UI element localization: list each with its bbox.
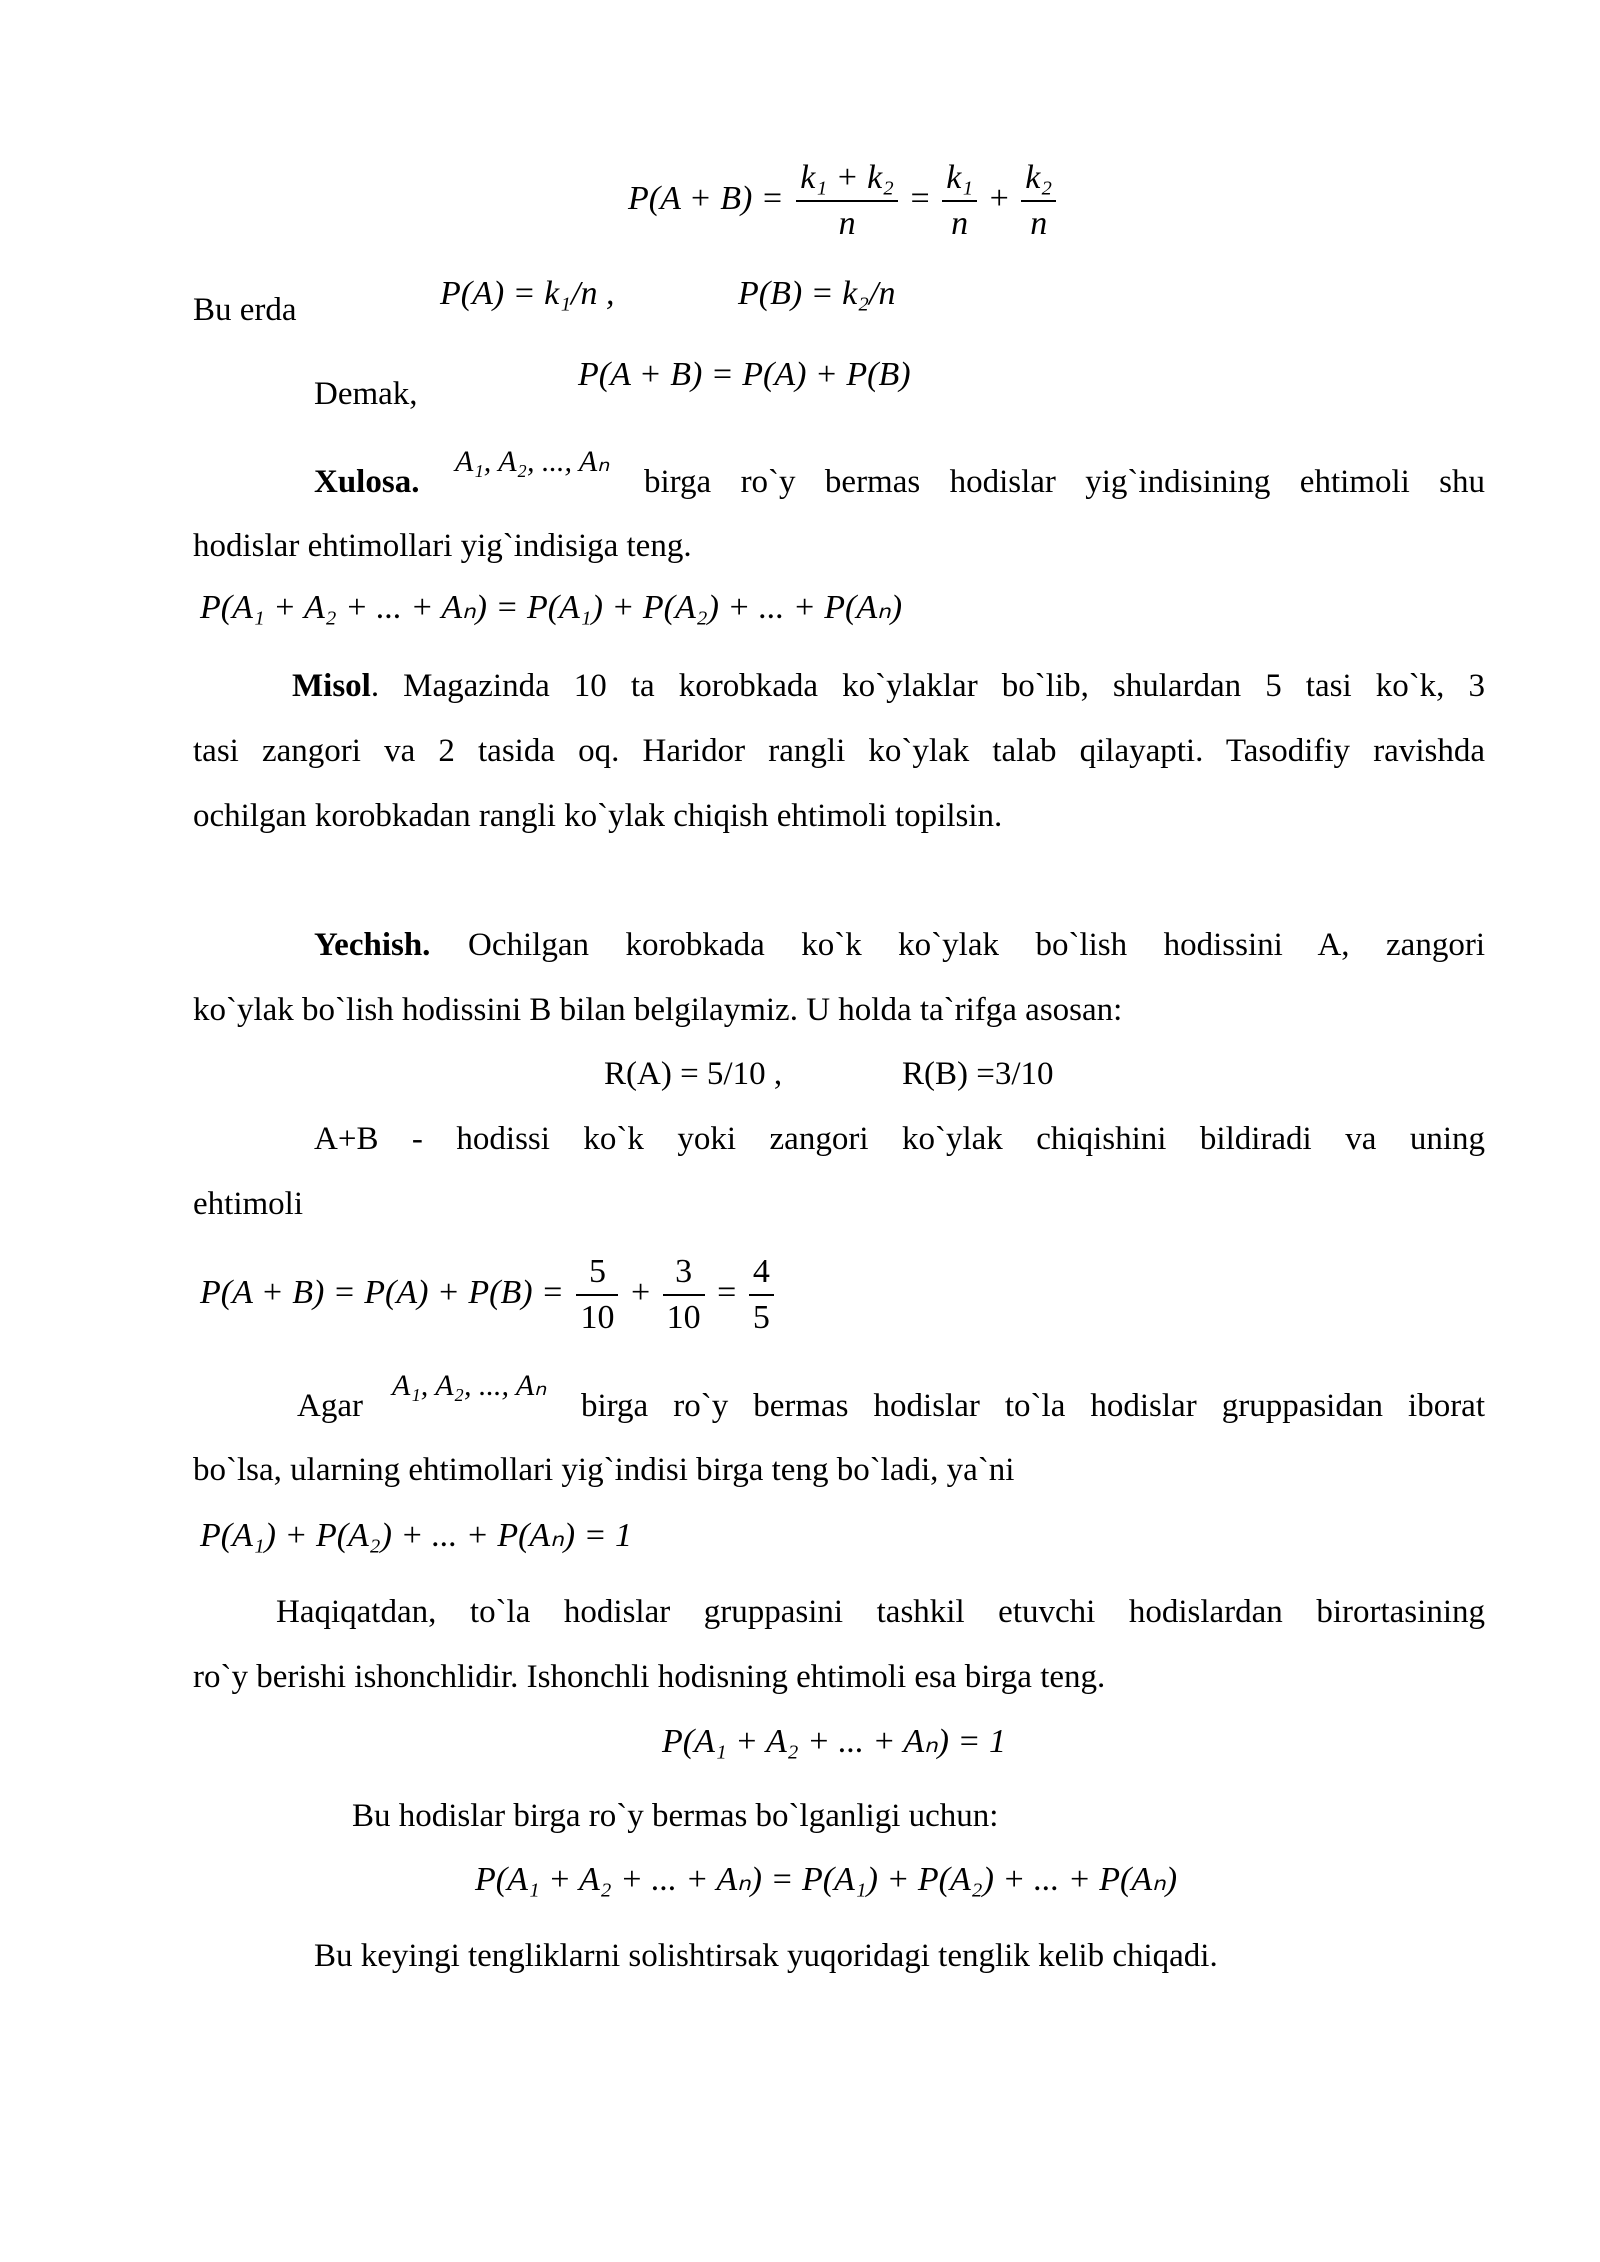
fraction-4-over-5: $\frac{4}{5}$	[749, 1250, 774, 1340]
formula-demak: P(A + B) = P(A) + P(B)	[578, 356, 911, 393]
xulosa-line-2: hodislar ehtimollari yig`indisiga teng.	[193, 528, 692, 564]
formula-sum-one: P(A₁) + P(A₂) + ... + P(Aₙ) = 1	[200, 1517, 633, 1554]
misol-line-3: ochilgan korobkadan rangli ko`ylak chiqish ehtimoli topilsin.	[193, 798, 1003, 834]
apb-line-2: ehtimoli	[193, 1186, 303, 1222]
misol-line-1: Misol. Magazinda 10 ta korobkada ko`ylaklar bo`lib, shulardan 5 tasi ko`k, 3	[292, 668, 1485, 704]
agar-line-1: birga ro`y bermas hodislar to`la hodislar gruppasidan iborat	[581, 1388, 1485, 1424]
yechish-label: Yechish.	[314, 927, 431, 963]
apb-line-1: A+B - hodissi ko`k yoki zangori ko`ylak chiqishini bildiradi va uning	[314, 1121, 1485, 1157]
xulosa-label: Xulosa.	[314, 464, 420, 500]
ra-value: R(A) = 5/10 ,	[604, 1056, 783, 1092]
bu-hodislar-line: Bu hodislar birga ro`y bermas bo`lganligi uchun:	[352, 1798, 999, 1834]
rb-value: R(B) =3/10	[902, 1056, 1054, 1092]
yechish-line-2: ko`ylak bo`lish hodissini B bilan belgilaymiz. U holda ta`rifga asosan:	[193, 992, 1123, 1028]
agar-label: Agar	[297, 1388, 363, 1424]
formula-sum-rule-2: P(A₁ + A₂ + ... + Aₙ) = P(A₁) + P(A₂) + ... + P(Aₙ)	[475, 1861, 1178, 1898]
formula-example: P(A + B) = P(A) + P(B) = $\frac{5}{10}$ + $\frac{3}{10}$ = $\frac{4}{5}$	[200, 1250, 778, 1340]
fraction-k2-over-n: $\frac{\text{k₂}}{n}$	[1021, 156, 1056, 246]
xulosa-events: A₁, A₂, ..., Aₙ	[455, 445, 610, 478]
fraction-k1-over-n: $\frac{\text{k₁}}{n}$	[942, 156, 977, 246]
fraction-k1-plus-k2-over-n: $\frac{\text{k₁ + k₂}}{n}$	[796, 156, 898, 246]
haq-line-1: Haqiqatdan, to`la hodislar gruppasini tashkil etuvchi hodislardan birortasining	[276, 1594, 1485, 1630]
haq-line-2: ro`y berishi ishonchlidir. Ishonchli hodisning ehtimoli esa birga teng.	[193, 1659, 1106, 1695]
yechish-line-1: Ochilgan korobkada ko`k ko`ylak bo`lish hodissini A, zangori	[468, 927, 1485, 963]
xulosa-line-1: birga ro`y bermas hodislar yig`indisining ehtimoli shu	[644, 464, 1485, 500]
formula-sum-probability: P(A + B) = $\frac{\text{k₁ + k₂}}{n}$ = $\frac{\text{k₁}}{n}$ + $\frac{\text{k₂}}{n}$	[628, 156, 1060, 246]
formula-pa: P(A) = k₁/n ,	[440, 275, 615, 312]
misol-line-2: tasi zangori va 2 tasida oq. Haridor rangli ko`ylak talab qilayapti. Tasodifiy ravishda	[193, 733, 1485, 769]
formula-sum-rule: P(A₁ + A₂ + ... + Aₙ) = P(A₁) + P(A₂) + ... + P(Aₙ)	[200, 589, 903, 626]
fraction-3-over-10: $\frac{3}{10}$	[663, 1250, 705, 1340]
bu-erda-label: Bu erda	[193, 292, 297, 328]
agar-events: A₁, A₂, ..., Aₙ	[392, 1369, 547, 1402]
formula-certain-event: P(A₁ + A₂ + ... + Aₙ) = 1	[662, 1723, 1006, 1760]
formula-lhs: P(A + B) =	[628, 179, 784, 217]
demak-label: Demak,	[314, 376, 418, 412]
bu-keyingi-line: Bu keyingi tengliklarni solishtirsak yuqoridagi tenglik kelib chiqadi.	[314, 1938, 1218, 1974]
fraction-5-over-10: $\frac{5}{10}$	[576, 1250, 618, 1340]
formula-pb: P(B) = k₂/n	[738, 275, 896, 312]
agar-line-2: bo`lsa, ularning ehtimollari yig`indisi birga teng bo`ladi, ya`ni	[193, 1452, 1015, 1488]
